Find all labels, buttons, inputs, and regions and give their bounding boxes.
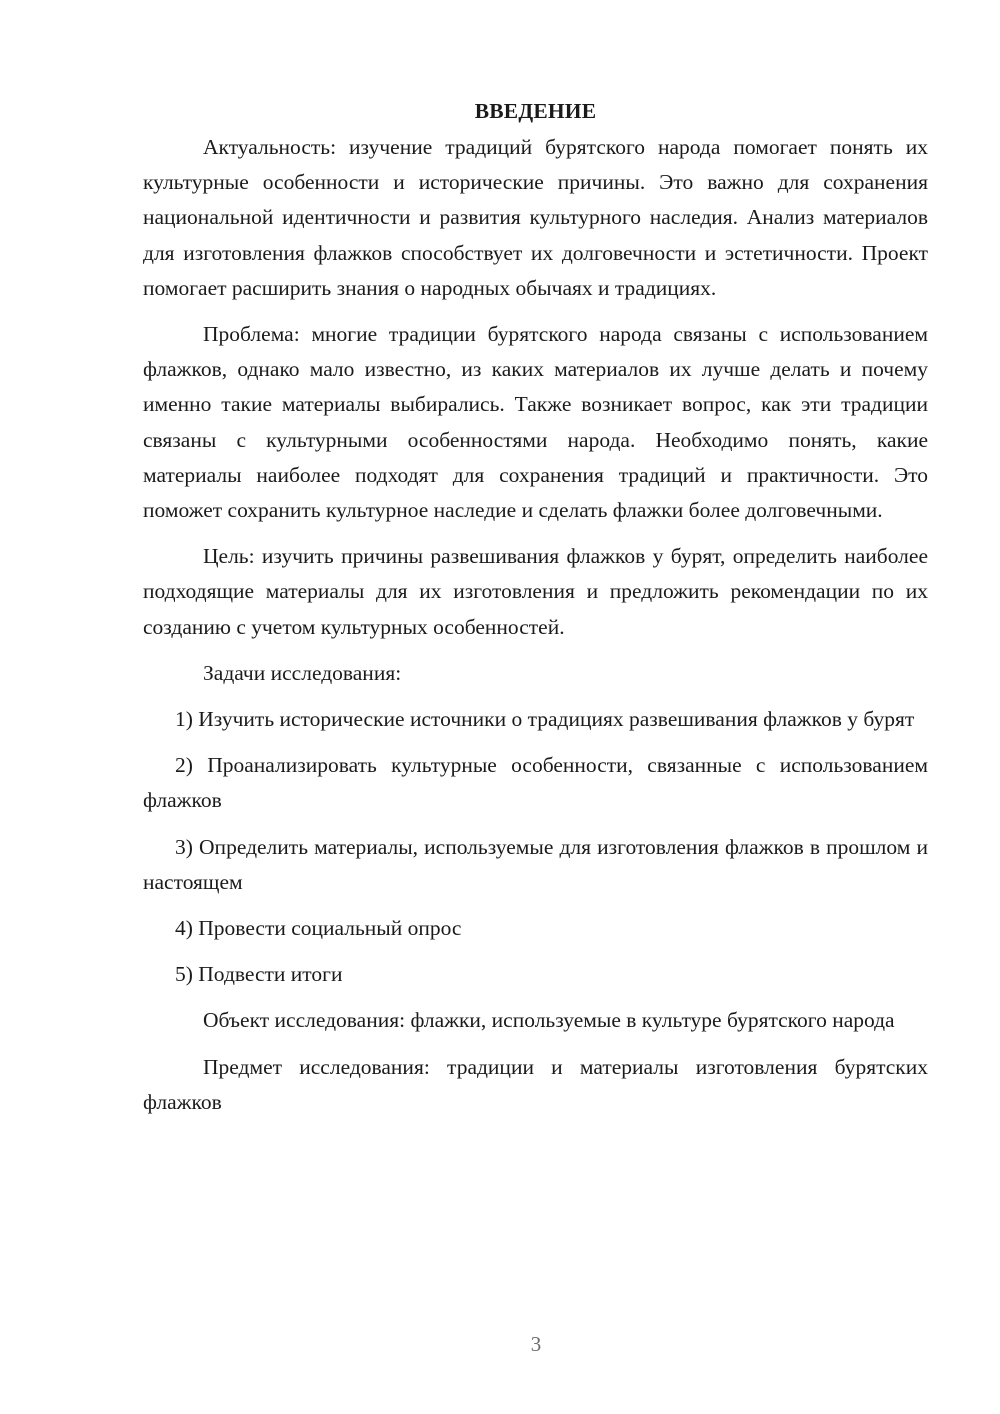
page-number: 3	[530, 1332, 542, 1356]
problem-paragraph: Проблема: многие традиции бурятского народа связаны с использованием флажков, однако мало известно, из каких материалов их лучше делать и почему именно такие материалы выбирались. Также возникает вопрос, как эти традиции связаны с культурными особенностями народа. Необходимо понять, какие материалы наиболее подходят для сохранения традиций и практичности. Это поможет сохранить культурное наследие и сделать флажки более долговечными.	[143, 322, 928, 523]
list-item: 5) Подвести итоги	[175, 962, 343, 987]
list-item: 2) Проанализировать культурные особенности, связанные с использованием флажков	[143, 753, 928, 813]
list-item: 1) Изучить исторические источники о традициях развешивания флажков у бурят	[175, 707, 915, 732]
document-page	[143, 94, 928, 1120]
research-subject-paragraph: Предмет исследования: традиции и материалы изготовления бурятских флажков	[143, 1054, 928, 1114]
list-item: 4) Провести социальный опрос	[175, 916, 462, 941]
relevance-paragraph: Актуальность: изучение традиций бурятского народа помогает понять их культурные особенности и исторические причины. Это важно для сохранения национальной идентичности и развития культурного наследия. Анализ материалов для изготовления флажков способствует их долговечности и эстетичности. Проект помогает расширить знания о народных обычаях и традициях.	[143, 135, 928, 300]
tasks-list	[143, 702, 928, 992]
tasks-heading: Задачи исследования:	[203, 660, 402, 685]
page-title: ВВЕДЕНИЕ	[474, 99, 597, 123]
research-object-paragraph: Объект исследования: флажки, используемые в культуре бурятского народа	[203, 1008, 895, 1033]
list-item: 3) Определить материалы, используемые для изготовления флажков в прошлом и настоящем	[143, 834, 928, 894]
goal-paragraph: Цель: изучить причины развешивания флажков у бурят, определить наиболее подходящие материалы для их изготовления и предложить рекомендации по их созданию с учетом культурных особенностей.	[143, 544, 928, 639]
